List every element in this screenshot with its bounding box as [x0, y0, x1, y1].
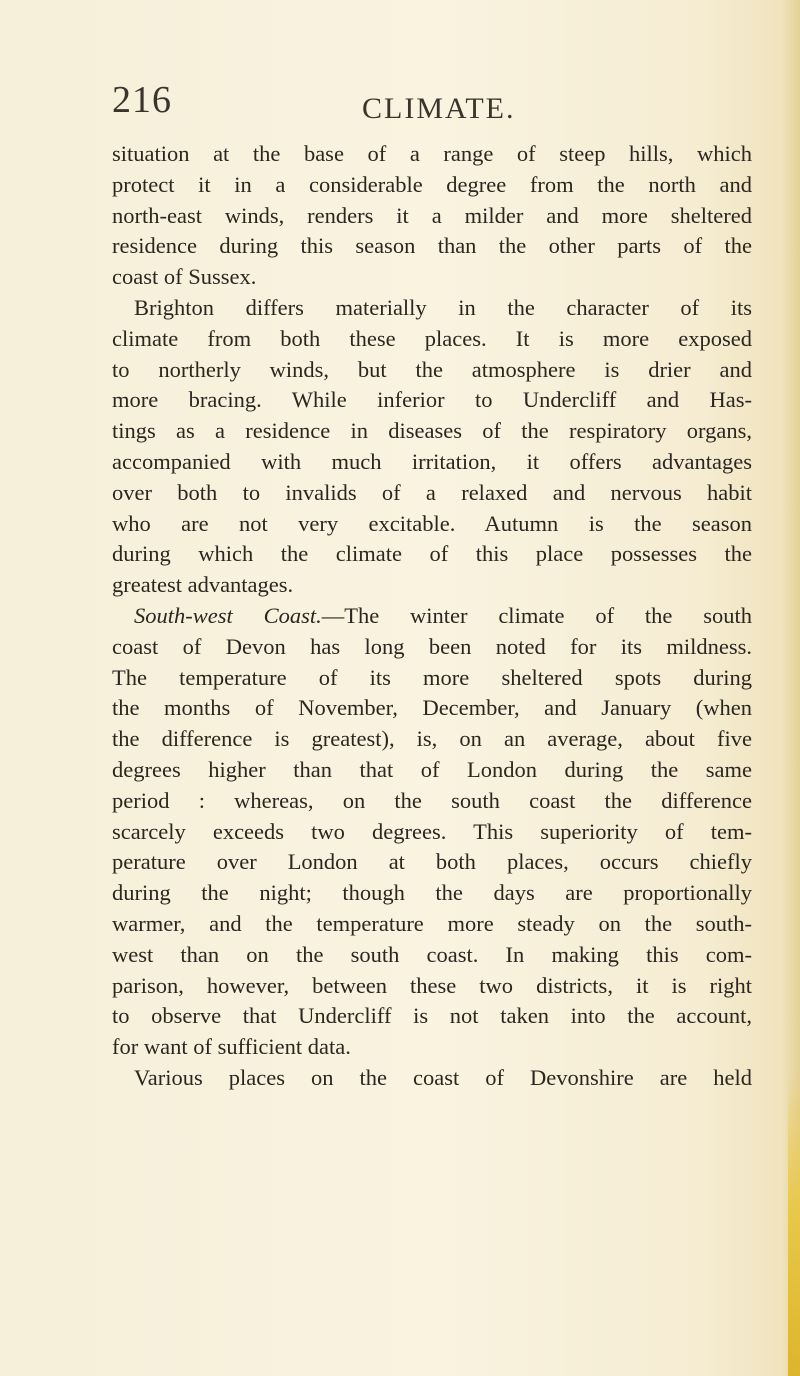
text-line: residence during this season than the other parts of the — [112, 233, 752, 259]
page-number: 216 — [112, 79, 172, 121]
text-line: to observe that Undercliff is not taken into the account, — [112, 1003, 752, 1029]
text-line: greatest advantages. — [112, 572, 294, 598]
text-line: west than on the south coast. In making this com- — [112, 941, 752, 967]
text-line: scarcely exceeds two degrees. This superiority of tem- — [112, 818, 752, 844]
page-header — [112, 78, 752, 128]
text-line: coast of Sussex. — [112, 264, 257, 290]
text-line: who are not very excitable. Autumn is the season — [112, 510, 752, 536]
text-line: coast of Devon has long been noted for its mildness. — [112, 633, 752, 659]
text-line: climate from both these places. It is more exposed — [112, 325, 752, 351]
text-line: degrees higher than that of London during the same — [112, 756, 752, 782]
text-line: for want of sufficient data. — [112, 1034, 351, 1060]
paragraph-start-line: Brighton differs materially in the character of its — [134, 294, 752, 320]
section-start-line — [112, 601, 752, 632]
text-line: the difference is greatest), is, on an average, about five — [112, 726, 752, 752]
section-heading: South-west Coast. — [134, 602, 322, 628]
text-line: tings as a residence in diseases of the respiratory organs, — [112, 418, 752, 444]
text-line: situation at the base of a range of steep hills, which — [112, 141, 752, 166]
text-line: The temperature of its more sheltered spots during — [112, 664, 752, 690]
text-line: accompanied with much irritation, it offers advantages — [112, 448, 752, 474]
text-line: period : whereas, on the south coast the difference — [112, 787, 752, 813]
text-line: protect it in a considerable degree from the north and — [112, 171, 752, 197]
text-line: warmer, and the temperature more steady on the south- — [112, 910, 752, 936]
paragraph-start-line: Various places on the coast of Devonshire are held — [134, 1064, 752, 1090]
text-line: during the night; though the days are proportionally — [112, 880, 752, 906]
section-start-text: —The winter climate of the south — [321, 602, 752, 628]
page-edge-gilt — [788, 1076, 800, 1376]
text-line: parison, however, between these two districts, it is right — [112, 972, 752, 998]
body-text — [112, 139, 752, 1094]
text-line: to northerly winds, but the atmosphere is drier and — [112, 356, 752, 382]
text-line: the months of November, December, and January (when — [112, 695, 752, 721]
text-line: north-east winds, renders it a milder and more sheltered — [112, 202, 752, 228]
text-line: more bracing. While inferior to Undercliff and Has- — [112, 387, 752, 413]
running-head: CLIMATE. — [362, 92, 516, 125]
text-line: over both to invalids of a relaxed and nervous habit — [112, 479, 752, 505]
text-line: during which the climate of this place possesses the — [112, 541, 752, 567]
text-line: perature over London at both places, occurs chiefly — [112, 849, 752, 875]
